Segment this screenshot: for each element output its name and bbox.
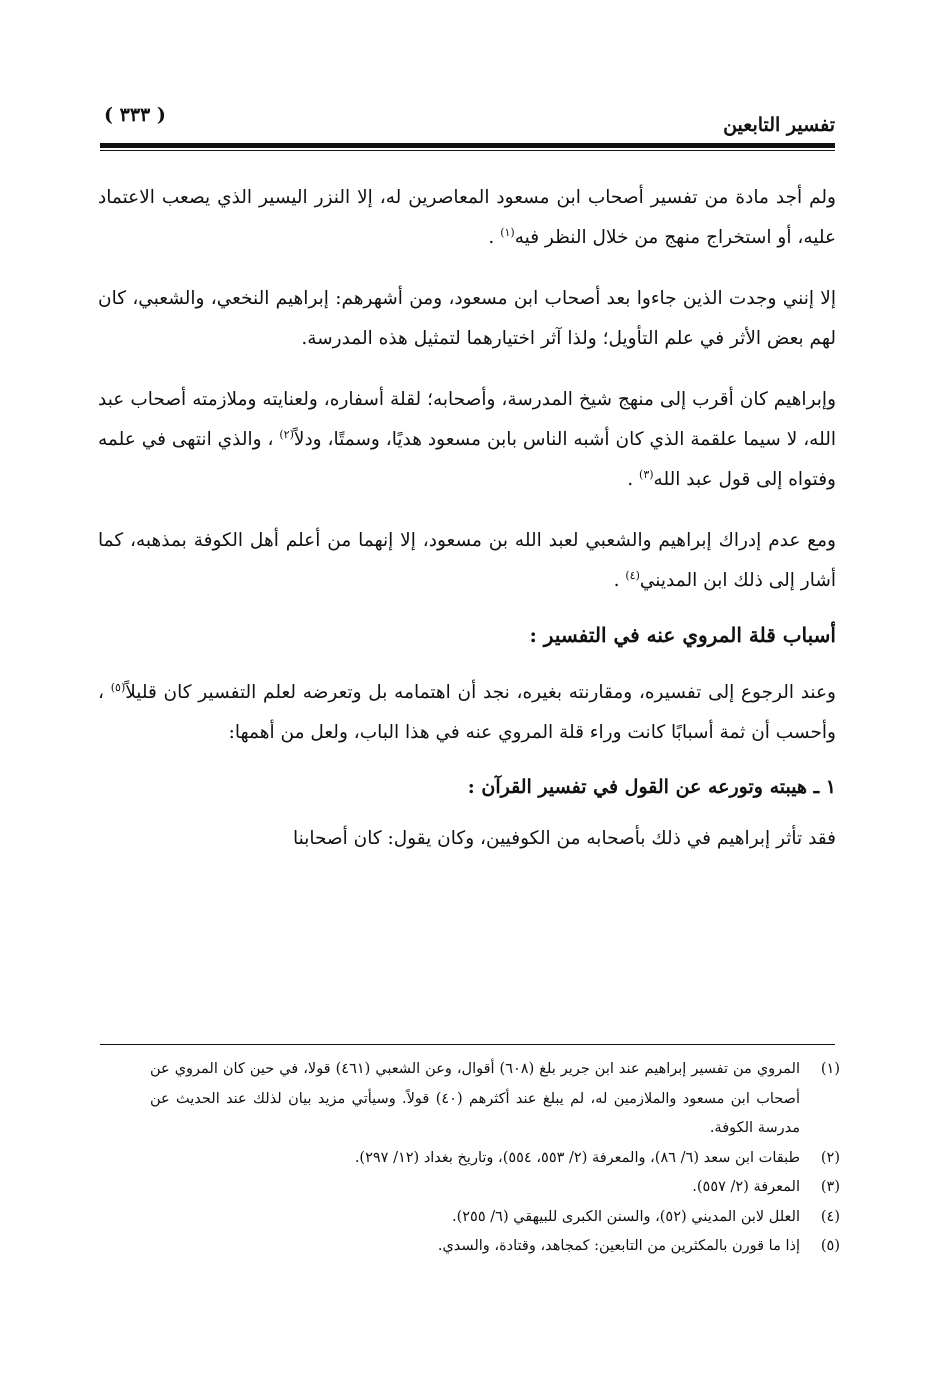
paragraph-2: إلا إنني وجدت الذين جاءوا بعد أصحاب ابن مسعود، ومن أشهرهم: إبراهيم النخعي، والشعبي، كان لهم بعض الأثر في علم التأويل؛ ولذا آثر اختيارهما لتمثيل هذه المدرسة. bbox=[98, 288, 836, 349]
main-text bbox=[98, 178, 836, 880]
footnote-text: إذا ما قورن بالمكثرين من التابعين: كمجاهد، وقتادة، والسدي. bbox=[437, 1238, 800, 1254]
subsection-heading: ١ ـ هيبته وتورعه عن القول في تفسير القرآن : bbox=[467, 776, 836, 798]
footnote-ref-4: (٤) bbox=[625, 568, 640, 582]
footnote-ref-3: (٣) bbox=[639, 467, 654, 481]
footnote-item bbox=[150, 1144, 840, 1174]
footnotes bbox=[150, 1055, 840, 1262]
footnote-item bbox=[150, 1055, 840, 1144]
paragraph-1: ولم أجد مادة من تفسير أصحاب ابن مسعود المعاصرين له، إلا النزر اليسير الذي يصعب الاعتماد عليه، أو استخراج منهج من خلال النظر فيه$^{(١)}$ . bbox=[98, 187, 836, 248]
page-number: ( ٣٣٣ ) bbox=[104, 104, 166, 126]
paragraph-6: فقد تأثر إبراهيم في ذلك بأصحابه من الكوفيين، وكان يقول: كان أصحابنا bbox=[292, 828, 836, 849]
footnote-number: (١) bbox=[820, 1061, 840, 1077]
footnote-ref-1: (١) bbox=[500, 225, 515, 239]
footnote-ref-2: (٢) bbox=[279, 427, 294, 441]
footnote-text: طبقات ابن سعد (٦/ ٨٦)، والمعرفة (٢/ ٥٥٣، ٥٥٤)، وتاريخ بغداد (١٢/ ٢٩٧). bbox=[354, 1149, 800, 1166]
running-title: تفسير التابعين bbox=[723, 114, 835, 136]
footnote-item bbox=[150, 1203, 840, 1233]
paragraph-3: وإبراهيم كان أقرب إلى منهج شيخ المدرسة، وأصحابه؛ لقلة أسفاره، ولعنايته وملازمته أصحاب عبد الله، لا سيما علقمة الذي كان أشبه الناس بابن مسعود هديًا، وسمتًا، ودلاً$^{(٢)}$ ، والذي انتهى في علمه وفتواه إلى قول عبد الله$^{(٣)}$ . bbox=[98, 389, 836, 490]
header-rule-thick bbox=[100, 143, 835, 148]
footnote-number: (٣) bbox=[820, 1179, 840, 1195]
page-header bbox=[100, 100, 835, 140]
footnote-text: المعرفة (٢/ ٥٥٧). bbox=[692, 1179, 800, 1195]
footnote-separator bbox=[100, 1044, 835, 1045]
footnote-number: (٥) bbox=[820, 1238, 840, 1254]
footnote-text: العلل لابن المديني (٥٢)، والسنن الكبرى للبيهقي (٦/ ٢٥٥). bbox=[451, 1208, 800, 1225]
footnote-ref-5: (٥) bbox=[110, 680, 126, 694]
footnote-item bbox=[150, 1232, 840, 1262]
footnote-text: المروي من تفسير إبراهيم عند ابن جرير بلغ (٦٠٨) أقوال، وعن الشعبي (٤٦١) قولا، في حين كان المروي عن أصحاب ابن مسعود والملازمين له، لم يبلغ عند أكثرهم (٤٠) قولاً. وسيأتي مزيد بيان لذلك عند الحديث عن مدرسة الكوفة. bbox=[150, 1061, 800, 1136]
footnote-item bbox=[150, 1173, 840, 1203]
section-heading: أسباب قلة المروي عنه في التفسير : bbox=[529, 623, 836, 647]
footnote-number: (٢) bbox=[820, 1149, 840, 1166]
footnote-number: (٤) bbox=[820, 1208, 840, 1225]
paragraph-4: ومع عدم إدراك إبراهيم والشعبي لعبد الله بن مسعود، إلا إنهما من أعلم أهل الكوفة بمذهبه، كما أشار إلى ذلك ابن المديني$^{(٤)}$ . bbox=[98, 530, 836, 591]
header-rule-thin bbox=[100, 150, 835, 151]
paragraph-5: وعند الرجوع إلى تفسيره، ومقارنته بغيره، نجد أن اهتمامه بل وتعرضه لعلم التفسير كان قليلاً$^{(٥)}$ ، وأحسب أن ثمة أسبابًا كانت وراء قلة المروي عنه في هذا الباب، ولعل من أهمها: bbox=[98, 680, 836, 743]
